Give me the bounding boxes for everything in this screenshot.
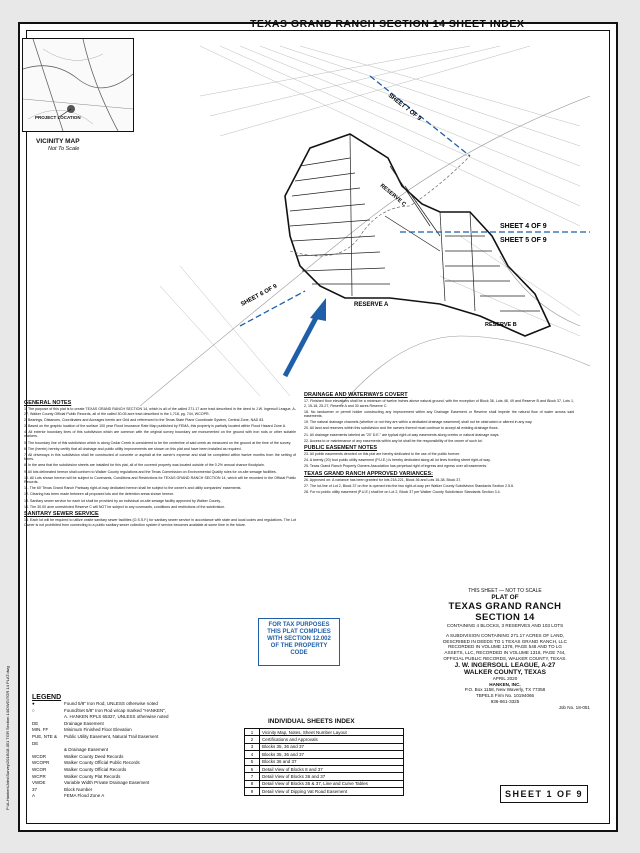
plat-desc: RECORDED IN VOLUME 1378, PAGE 548 AND TO LG	[448, 644, 562, 650]
firm-name: HANKEN, INC.	[489, 681, 521, 687]
legend-row: MIN. FF Minimum Finished Floor Elevation	[32, 727, 132, 733]
legend-row: WCPR Walker County Plat Records	[32, 773, 121, 779]
easement-note: 25. Texas Grand Ranch Property Owners Association has perpetual right of ingress and egress over all easements.	[304, 464, 488, 469]
easement-heading: PUBLIC EASEMENT NOTES	[304, 445, 378, 452]
label-sheet-6: SHEET 6 OF 9	[240, 283, 279, 308]
legend	[32, 694, 232, 800]
legend-row: ● Found 5/8" Iron Rod, UNLESS otherwise noted	[32, 701, 158, 706]
drainage-note: 19. The natural drainage channels (whether or not they are within a dedicated drainage easement) shall not be obstructed or altered in any way.	[304, 420, 533, 425]
table-row: 9 Detail View of Dipping Vat Road Easement	[245, 788, 404, 795]
label-sheet-5: SHEET 5 OF 9	[500, 237, 547, 244]
label-sheet-7: SHEET 7 OF 9	[386, 92, 422, 123]
table-row: 4 Blocks 35, 36 and 37	[245, 751, 404, 758]
plat-county: WALKER COUNTY, TEXAS	[464, 668, 546, 676]
plat-desc: ASSETS, LLC, RECORDED IN VOLUME 1318, PAGE 744,	[444, 650, 566, 656]
table-row: 7 Detail View of Blocks 36 and 37	[245, 773, 404, 780]
legend-row: WCDR Walker County Deed Records	[32, 753, 124, 759]
easement-note: 23. All public easements denoted on this plat are hereby dedicated to the use of the public forever.	[304, 452, 461, 457]
plat-desc: OFFICIAL PUBLIC RECORDS, WALKER COUNTY, TEXAS.	[443, 655, 567, 661]
variance-note: 26. Approved on: A variance has been granted for lots 218-221, Block 36 and Lots 16-38, Block 37.	[304, 478, 462, 483]
plat-name-line1: TEXAS GRAND RANCH	[448, 601, 562, 612]
legend-row: 37 Block Number	[32, 786, 93, 792]
variance-note: 28. For no public utility easement (P.U.E.) shall be on Lot 2, Block 37 per Walker County Subdivision Standards Section 3.4.	[304, 490, 501, 495]
background-roads	[140, 96, 590, 406]
location-arrow-shaft	[285, 314, 318, 376]
general-note: 12. Clearing has been made between all proposed lots and the detention areas shown hereon.	[24, 492, 175, 497]
variance-note: 27. The lot-line of Lot 2, Block 37 on five is opened into the two right-of-way per Walker County Subdivision Standards Section 2.5.6.	[304, 484, 515, 489]
sheet-number-box: SHEET 1 OF 9	[500, 785, 588, 803]
sheets-index-title: INDIVIDUAL SHEETS INDEX	[268, 718, 355, 725]
plat-name-line2: SECTION 14	[475, 612, 535, 623]
legend-row: WCOPR Walker County Official Public Records	[32, 760, 140, 766]
plat-title-block	[420, 588, 590, 711]
general-note: 7. All driveways in this subdivision shall be constructed of concrete or asphalt at the owner's expense and shall be completed within twelve months from the setting of forms.	[24, 452, 296, 462]
general-notes-heading: GENERAL NOTES	[24, 400, 72, 406]
tax-line: THIS PLAT COMPLIES	[267, 629, 331, 635]
legend-row: ○ Found/Set 5/8" Iron Rod w/cap marked "HANKEN",	[32, 707, 167, 713]
label-reserve-c: RESERVE C	[378, 182, 407, 208]
general-note: 9. All lots delineated hereon shall conform to Walker County regulations and the Texas Commission on Environmental Quality rules for on-site sewage facilities.	[24, 469, 277, 474]
legend-row: PUE, NTE & DE Public Utility Easement, Natural Trail Easement	[32, 733, 159, 746]
general-note: 5. The boundary line of this subdivision which is along Cedar Creek is considered to be the centerline of said creek as measured on the ground at the time of the survey.	[24, 440, 292, 445]
table-row: 5 Blocks 36 and 37	[245, 758, 404, 765]
general-note: 8. In the area that the subdivision streets are installed for this plat, all of the covered property was located outside of the 0.2% annual chance floodplain.	[24, 463, 265, 468]
plat-of: PLAT OF	[491, 594, 519, 601]
label-reserve-a: RESERVE A	[354, 302, 389, 308]
general-note: 14. The 30.00 acre unrestricted Reserve C will NOT be subject to any covenants, conditions and restrictions of the subdivision.	[24, 504, 226, 509]
table-row: 8 Detail View of Blocks 35 & 37, Line and Curve Tables	[245, 780, 404, 787]
firm-address: P.O. Box 1158, New Waverly, TX 77358	[464, 687, 546, 693]
vicinity-map	[22, 38, 134, 132]
firm-license: TBPELS Firm No. 10194066	[475, 693, 535, 699]
tax-purposes-box	[258, 618, 340, 666]
drainage-note: 17. Finished floor elevations shall be a minimum of twelve inches above natural ground, with the exception of Block 36, Lots 48, 49 and Reserve B and Block 37, Lots 1, 2, 15-18, 25-27, Reserve A and 30 acres Reserve C.	[304, 399, 574, 408]
vicinity-map-subtitle: Not To Scale	[48, 146, 80, 152]
project-location-label: PROJECT LOCATION	[35, 115, 81, 120]
general-note: 2. Bearings, Distances, Coordinates and Acreages herein are Grid and referenced to the Texas State Plane Coordinate System, Central Zone, NAD 83.	[24, 417, 265, 422]
easement-note: 24. A twenty (20) foot public utility easement (P.U.E.) is hereby dedicated along all lot lines fronting street right-of-way.	[304, 458, 491, 463]
legend-row: DE Drainage Easement	[32, 720, 104, 726]
tax-line: OF THE PROPERTY	[270, 643, 328, 649]
drainage-heading: DRAINAGE AND WATERWAYS COVERT	[304, 392, 408, 398]
legend-row: VWDE Variable Width Private Drainage Easement	[32, 780, 150, 786]
location-arrow-head	[310, 298, 326, 321]
drainage-note: 18. No landowner or permit holder constructing any improvement within any Drainage Easement or Reserve shall impede the natural flow of water across said easements.	[304, 409, 574, 419]
plat-date: APRIL 2020	[492, 675, 518, 681]
plat-desc: A SUBDIVISION CONTAINING 271.17 ACRES OF LAND,	[445, 632, 565, 638]
plat-map	[140, 36, 590, 406]
general-note: 1. The purpose of this plat is to create TEXAS GRAND RANCH SECTION 14, which is all of the called 271.17 acre tract described in the deed to J.W. Ingersoll League, A-27, Walker County Official Public Records, all of the called 30.05 acre tract described in the 1,718, pg. 744, WCOPR.	[24, 407, 296, 416]
vicinity-map-title: VICINITY MAP	[36, 138, 80, 145]
sewer-note: 15. Each lot will be required to utilize onsite sanitary sewer facilities (O.S.S.F.) for sanitary sewer service in accordance with state and local codes and regulations. The Lot Owner is not prohibited from connecting to a public sanitary sewer collection system if service becomes available at some time in the future.	[24, 518, 296, 527]
tax-line: WITH SECTION 12.002	[267, 636, 331, 642]
side-file-stamp	[2, 400, 12, 820]
file-path-text: P:\A-Hanken\Jobs\Survey\2018\18-051 TGR Section 14\DWG\TGR 14 PLAT.dwg	[5, 666, 10, 810]
general-notes	[24, 398, 296, 638]
variances-heading: TEXAS GRAND RANCH APPROVED VARIANCES:	[304, 471, 433, 478]
sheets-index-table	[244, 728, 404, 796]
firm-phone: 936-661-3325	[490, 698, 520, 704]
table-row: 6 Detail View of Blocks 8 and 37	[245, 765, 404, 772]
plat-league: J. W. INGERSOLL LEAGUE, A-27	[454, 661, 556, 669]
plat-containing: CONTAINING 4 BLOCKS, 3 RESERVES AND 103 LOTS	[446, 623, 564, 628]
drainage-note: 22. Access to or maintenance of any easements within any lot shall be the responsibility of the owner of such lot.	[304, 438, 483, 443]
tax-line: CODE	[290, 650, 308, 656]
general-note: 11. The 60' Texas Grand Ranch Parkway right-of-way dedicated hereon shall be subject to the owner's and utility companies' easements.	[24, 486, 242, 491]
general-note: 4. All exterior boundary lines of this subdivision which are common with the original survey boundary are monumented on the ground with iron rods or other suitable markers.	[24, 429, 296, 439]
creek-line	[290, 156, 470, 256]
legend-row: A. HANKEN RPLS 65327, UNLESS otherwise noted	[64, 714, 169, 720]
legend-row: WCOR Walker County Official Records	[32, 766, 127, 772]
legend-row: & Drainage Easement	[64, 747, 109, 753]
drainage-notes	[304, 390, 574, 580]
legend-row: A FEMA Flood Zone A	[32, 793, 105, 799]
general-note: 13. Sanitary sewer service for each lot shall be provided by an individual on-site sewage facility approved by Walker County.	[24, 498, 221, 503]
plat-desc: DESCRIBED IN DEEDS TO 1 TEXAS GRAND RANCH, LLC	[443, 638, 567, 644]
general-note: 10. All Lots shown hereon will be subject to Covenants, Conditions and Restrictions for TEXAS GRAND RANCH SECTION 14, which will be recorded in the Official Public Records.	[24, 475, 296, 485]
sewer-heading: SANITARY SEWER SERVICE	[24, 511, 99, 518]
drainage-note: 21. All drainage easements labeled as "20' D.E." are typical right-of-way easements along creeks or natural drainage ways.	[304, 432, 500, 437]
label-sheet-4: SHEET 4 OF 9	[500, 223, 547, 230]
job-number: Job No. 18-051	[558, 704, 590, 710]
table-row: 2 Certifications and Approvals	[245, 736, 404, 743]
table-row: 1 Vicinity Map, Notes, Sheet Number Layout	[245, 729, 404, 736]
tax-line: FOR TAX PURPOSES	[268, 622, 330, 628]
general-note: 6. The (herein) hereby certify that all drainage and public utility improvements are shown on this plat and have been installed as required.	[24, 446, 242, 451]
legend-title: LEGEND	[32, 694, 62, 701]
background-lot-lines	[160, 46, 580, 396]
sheet-index-title: TEXAS GRAND RANCH SECTION 14 SHEET INDEX	[250, 18, 525, 30]
table-row: 3 Blocks 35, 36 and 37	[245, 743, 404, 750]
drainage-note: 20. All land and reserves within this subdivision and the owners thereof must continue to accept all existing drainage flows.	[304, 426, 499, 431]
general-note: 3. Based on the graphic location of the surface 100 year Flood Insurance Rate Map published by FEMA, this property is partially located within Flood Hazard Zone A.	[24, 423, 287, 428]
label-reserve-b: RESERVE B	[485, 322, 517, 328]
not-to-scale: THIS SHEET — NOT TO SCALE	[468, 588, 542, 594]
